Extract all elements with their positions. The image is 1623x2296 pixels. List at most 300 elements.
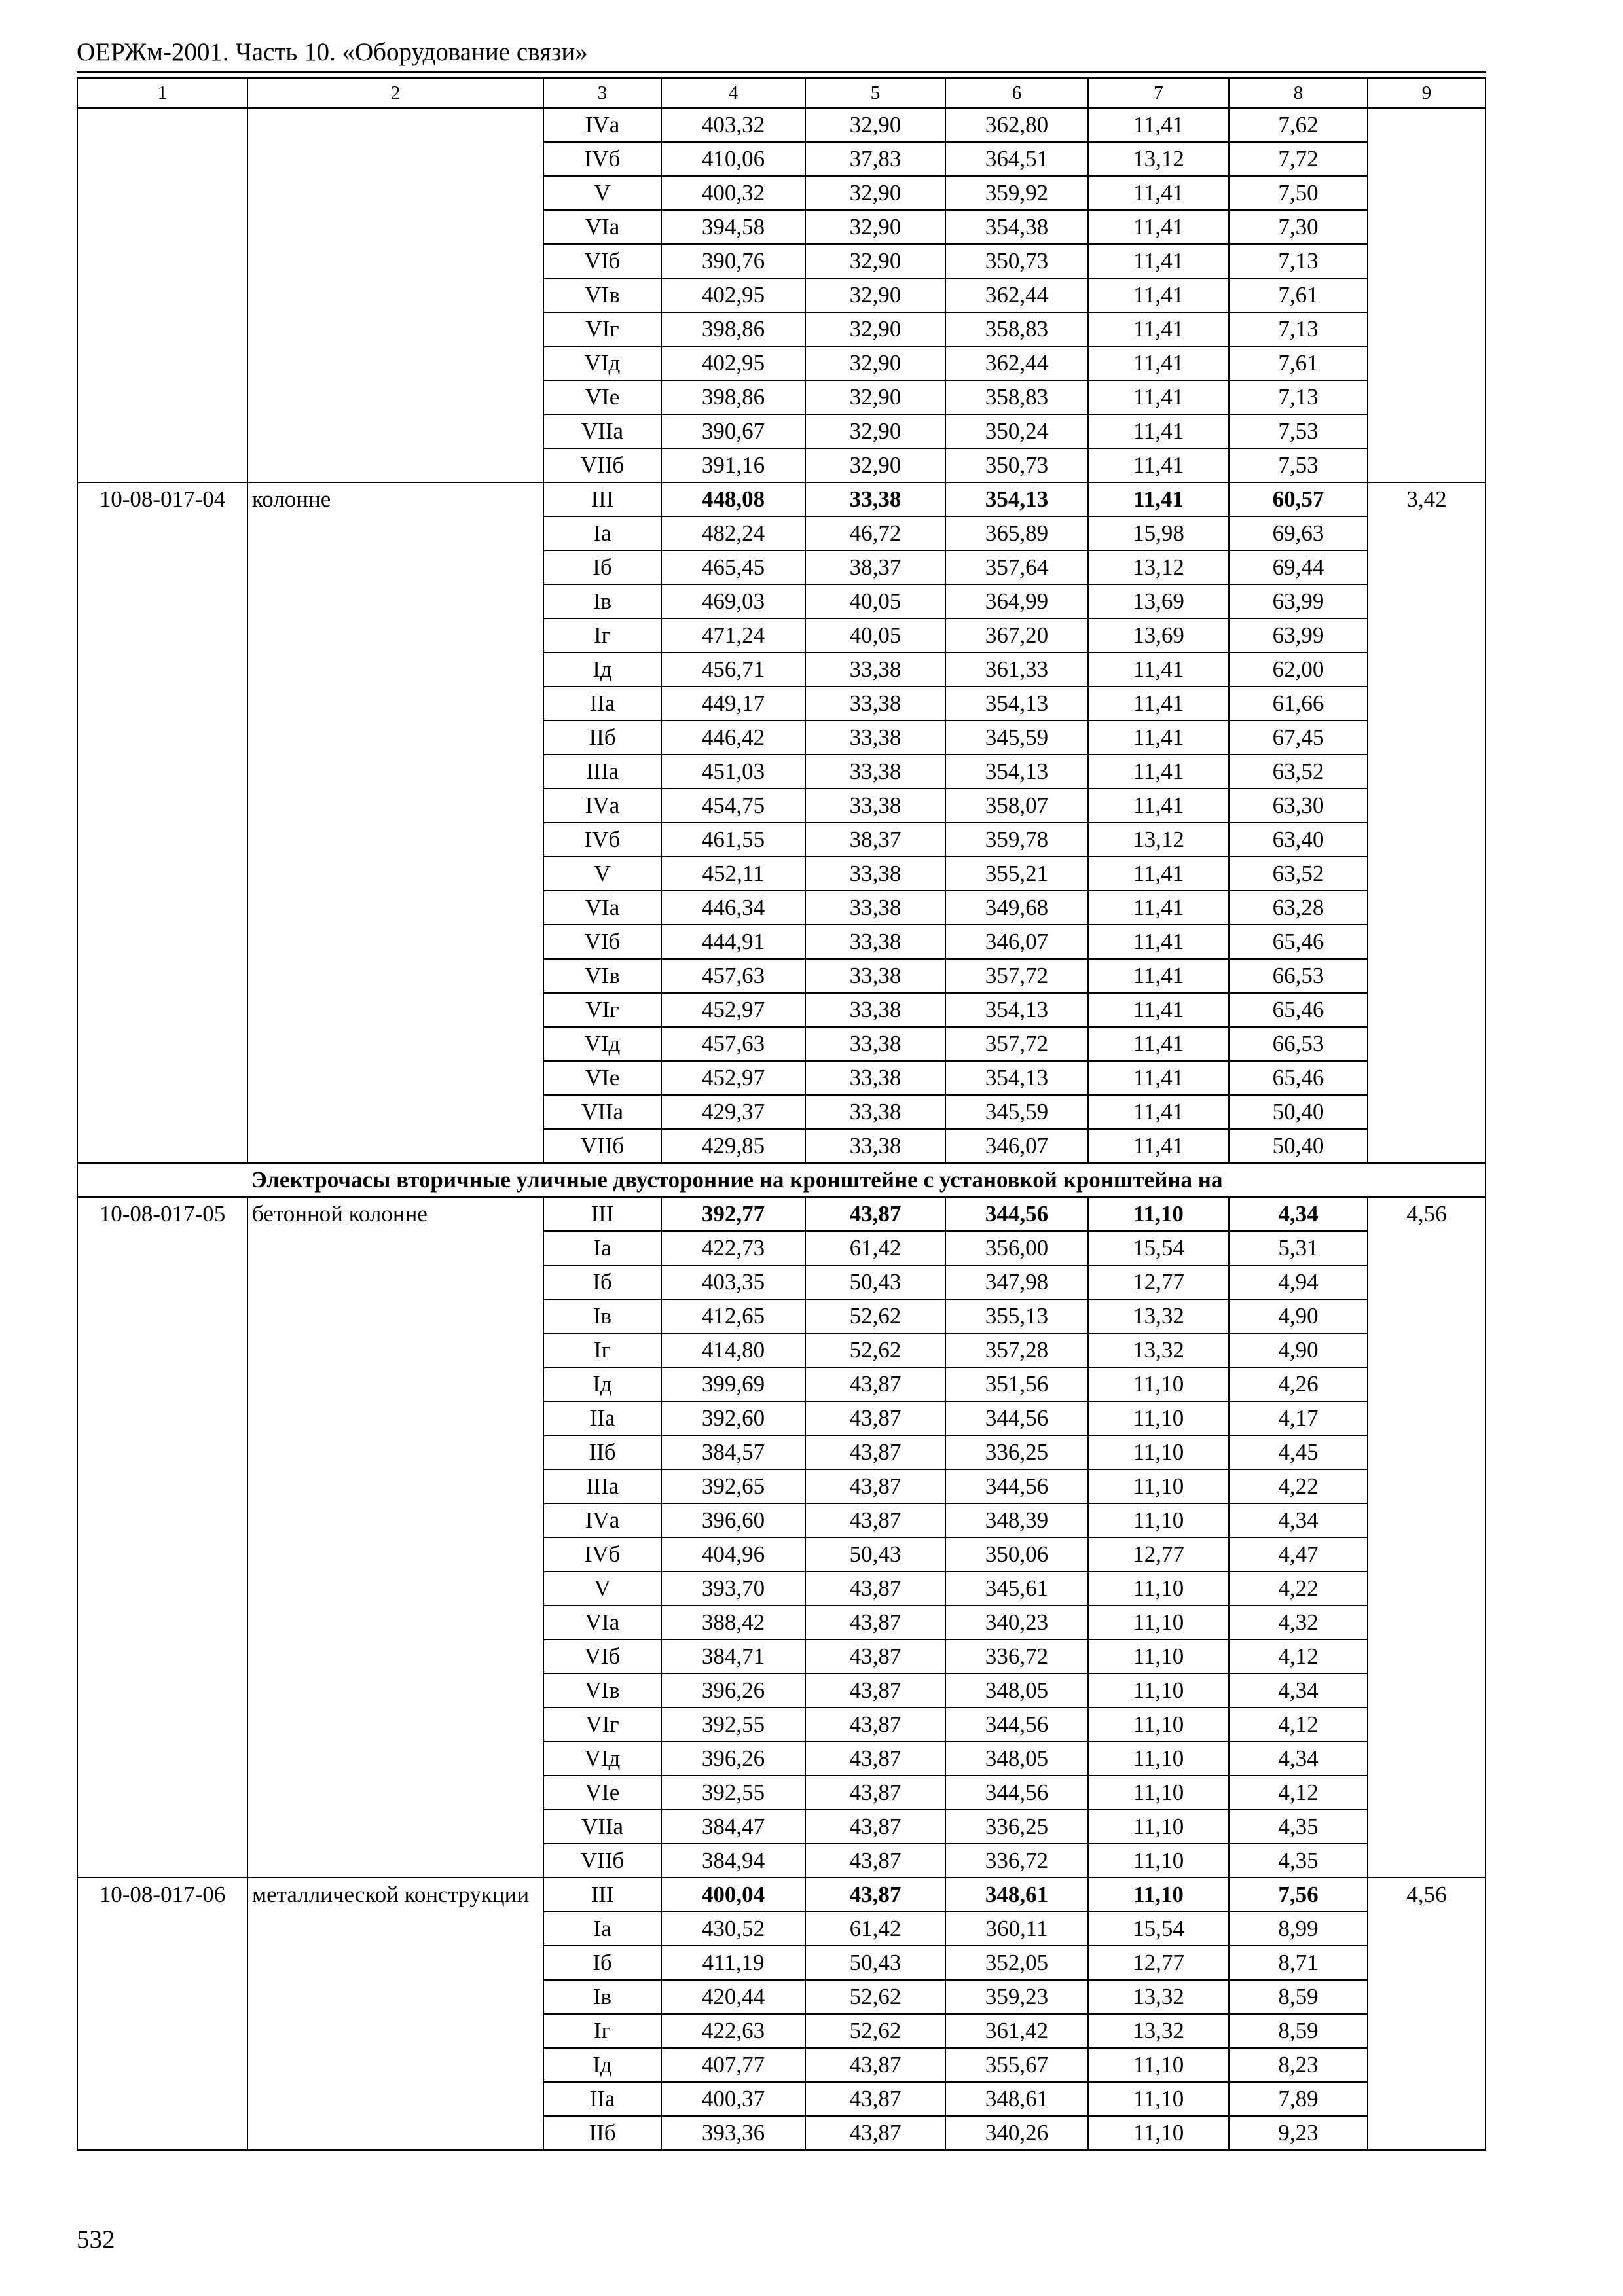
machinist-wages-cell: 11,41 [1088, 176, 1229, 210]
machinist-wages-cell: 11,41 [1088, 448, 1229, 482]
labor-wages-cell: 32,90 [805, 414, 945, 448]
direct-costs-cell: 451,03 [661, 755, 805, 789]
machinist-wages-cell: 11,41 [1088, 380, 1229, 414]
rate-code: 10-08-017-05 [77, 1197, 247, 1878]
machinist-wages-cell: 12,77 [1088, 1946, 1229, 1980]
material-costs-cell: 4,17 [1229, 1401, 1368, 1435]
rate-name: колонне [247, 482, 543, 1163]
section-title: Электрочасы вторичные уличные двусторонние на кронштейне с установкой кронштейна на [247, 1163, 1486, 1197]
machine-costs-cell: 358,83 [945, 380, 1088, 414]
labor-wages-cell: 33,38 [805, 755, 945, 789]
machine-costs-cell: 358,83 [945, 312, 1088, 346]
machine-costs-cell: 355,67 [945, 2048, 1088, 2082]
machinist-wages-cell: 12,77 [1088, 1537, 1229, 1571]
machine-costs-cell: 362,44 [945, 346, 1088, 380]
zone-cell: Iб [543, 550, 661, 584]
material-costs-cell: 4,35 [1229, 1844, 1368, 1878]
direct-costs-cell: 465,45 [661, 550, 805, 584]
machine-costs-cell: 351,56 [945, 1367, 1088, 1401]
rate-code [77, 108, 247, 482]
machine-costs-cell: 349,68 [945, 891, 1088, 925]
zone-cell: III [543, 1878, 661, 1912]
labor-wages-cell: 43,87 [805, 1197, 945, 1231]
material-costs-cell: 7,13 [1229, 380, 1368, 414]
direct-costs-cell: 396,26 [661, 1742, 805, 1776]
machinist-wages-cell: 11,41 [1088, 312, 1229, 346]
machine-costs-cell: 362,44 [945, 278, 1088, 312]
zone-cell: IVа [543, 789, 661, 823]
zone-cell: Iг [543, 619, 661, 653]
machine-costs-cell: 344,56 [945, 1708, 1088, 1742]
machinist-wages-cell: 11,41 [1088, 755, 1229, 789]
direct-costs-cell: 457,63 [661, 1027, 805, 1061]
labor-wages-cell: 33,38 [805, 925, 945, 959]
zone-cell: IIа [543, 1401, 661, 1435]
machine-costs-cell: 350,73 [945, 448, 1088, 482]
material-costs-cell: 65,46 [1229, 993, 1368, 1027]
machinist-wages-cell: 13,69 [1088, 584, 1229, 619]
machinist-wages-cell: 11,41 [1088, 482, 1229, 516]
machinist-wages-cell: 11,10 [1088, 1776, 1229, 1810]
material-costs-cell: 4,90 [1229, 1299, 1368, 1333]
labor-wages-cell: 61,42 [805, 1231, 945, 1265]
direct-costs-cell: 392,65 [661, 1469, 805, 1503]
direct-costs-cell: 402,95 [661, 346, 805, 380]
labor-wages-cell: 32,90 [805, 380, 945, 414]
machinist-wages-cell: 11,10 [1088, 1571, 1229, 1605]
direct-costs-cell: 400,32 [661, 176, 805, 210]
material-costs-cell: 7,13 [1229, 312, 1368, 346]
labor-wages-cell: 38,37 [805, 823, 945, 857]
machinist-wages-cell: 11,10 [1088, 1605, 1229, 1640]
column-number-row [77, 78, 1486, 108]
material-costs-cell: 63,28 [1229, 891, 1368, 925]
zone-cell: V [543, 1571, 661, 1605]
material-costs-cell: 4,12 [1229, 1640, 1368, 1674]
machinist-wages-cell: 12,77 [1088, 1265, 1229, 1299]
zone-cell: VIе [543, 380, 661, 414]
direct-costs-cell: 448,08 [661, 482, 805, 516]
zone-cell: Iд [543, 1367, 661, 1401]
labor-wages-cell: 43,87 [805, 1469, 945, 1503]
zone-cell: VIд [543, 1742, 661, 1776]
direct-costs-cell: 429,85 [661, 1129, 805, 1163]
machinist-wages-cell: 11,10 [1088, 1674, 1229, 1708]
material-costs-cell: 66,53 [1229, 1027, 1368, 1061]
material-costs-cell: 66,53 [1229, 959, 1368, 993]
direct-costs-cell: 407,77 [661, 2048, 805, 2082]
column-number: 3 [543, 78, 661, 108]
machine-costs-cell: 357,72 [945, 1027, 1088, 1061]
labor-wages-cell: 33,38 [805, 1027, 945, 1061]
machinist-wages-cell: 11,41 [1088, 1027, 1229, 1061]
direct-costs-cell: 456,71 [661, 653, 805, 687]
labor-wages-cell: 43,87 [805, 1810, 945, 1844]
zone-cell: Iа [543, 1231, 661, 1265]
labor-wages-cell: 50,43 [805, 1265, 945, 1299]
material-costs-cell: 4,26 [1229, 1367, 1368, 1401]
direct-costs-cell: 446,34 [661, 891, 805, 925]
labor-wages-cell: 52,62 [805, 1980, 945, 2014]
labor-wages-cell: 43,87 [805, 1401, 945, 1435]
rate-code: 10-08-017-06 [77, 1878, 247, 2150]
machinist-wages-cell: 11,41 [1088, 789, 1229, 823]
machinist-wages-cell: 11,10 [1088, 1742, 1229, 1776]
machinist-wages-cell: 13,32 [1088, 2014, 1229, 2048]
machinist-wages-cell: 11,41 [1088, 993, 1229, 1027]
rates-table [77, 77, 1486, 2151]
labor-wages-cell: 43,87 [805, 2116, 945, 2150]
material-costs-cell: 63,52 [1229, 857, 1368, 891]
direct-costs-cell: 411,19 [661, 1946, 805, 1980]
labor-wages-cell: 33,38 [805, 482, 945, 516]
machinist-wages-cell: 11,41 [1088, 1095, 1229, 1129]
labor-wages-cell: 40,05 [805, 619, 945, 653]
machinist-wages-cell: 11,41 [1088, 959, 1229, 993]
zone-cell: VIа [543, 210, 661, 244]
labor-wages-cell: 50,43 [805, 1946, 945, 1980]
machine-costs-cell: 354,13 [945, 993, 1088, 1027]
zone-cell: VIа [543, 1605, 661, 1640]
machine-costs-cell: 345,59 [945, 1095, 1088, 1129]
zone-cell: IIIа [543, 755, 661, 789]
machinist-wages-cell: 11,41 [1088, 108, 1229, 142]
direct-costs-cell: 392,55 [661, 1776, 805, 1810]
rate-code: 10-08-017-04 [77, 482, 247, 1163]
table-row [77, 482, 1486, 516]
zone-cell: IIб [543, 1435, 661, 1469]
column-number: 8 [1229, 78, 1368, 108]
material-costs-cell: 4,90 [1229, 1333, 1368, 1367]
direct-costs-cell: 422,73 [661, 1231, 805, 1265]
material-costs-cell: 65,46 [1229, 1061, 1368, 1095]
material-costs-cell: 7,56 [1229, 1878, 1368, 1912]
labor-wages-cell: 43,87 [805, 1503, 945, 1537]
machinist-wages-cell: 11,10 [1088, 1469, 1229, 1503]
labor-wages-cell: 43,87 [805, 1844, 945, 1878]
machine-costs-cell: 359,92 [945, 176, 1088, 210]
machinist-wages-cell: 13,32 [1088, 1299, 1229, 1333]
table-row [77, 1197, 1486, 1231]
machine-costs-cell: 344,56 [945, 1197, 1088, 1231]
machinist-wages-cell: 11,10 [1088, 1367, 1229, 1401]
zone-cell: VIе [543, 1776, 661, 1810]
zone-cell: VIд [543, 1027, 661, 1061]
material-costs-cell: 4,22 [1229, 1571, 1368, 1605]
labor-wages-cell: 61,42 [805, 1912, 945, 1946]
machine-costs-cell: 367,20 [945, 619, 1088, 653]
direct-costs-cell: 398,86 [661, 380, 805, 414]
labor-wages-cell: 43,87 [805, 1708, 945, 1742]
material-costs-cell: 4,32 [1229, 1605, 1368, 1640]
material-costs-cell: 4,35 [1229, 1810, 1368, 1844]
material-costs-cell: 9,23 [1229, 2116, 1368, 2150]
machinist-wages-cell: 11,41 [1088, 210, 1229, 244]
machine-costs-cell: 344,56 [945, 1401, 1088, 1435]
direct-costs-cell: 420,44 [661, 1980, 805, 2014]
zone-cell: IVб [543, 1537, 661, 1571]
machinist-wages-cell: 11,10 [1088, 1197, 1229, 1231]
machine-costs-cell: 340,26 [945, 2116, 1088, 2150]
section-title-row [77, 1163, 1486, 1197]
material-costs-cell: 8,99 [1229, 1912, 1368, 1946]
rate-name [247, 108, 543, 482]
machinist-wages-cell: 11,10 [1088, 1878, 1229, 1912]
labor-wages-cell: 40,05 [805, 584, 945, 619]
machine-costs-cell: 362,80 [945, 108, 1088, 142]
direct-costs-cell: 390,67 [661, 414, 805, 448]
material-costs-cell: 63,40 [1229, 823, 1368, 857]
direct-costs-cell: 398,86 [661, 312, 805, 346]
zone-cell: IVб [543, 142, 661, 176]
labor-wages-cell: 32,90 [805, 346, 945, 380]
machinist-wages-cell: 15,98 [1088, 516, 1229, 550]
direct-costs-cell: 392,60 [661, 1401, 805, 1435]
machinist-wages-cell: 11,41 [1088, 653, 1229, 687]
labor-hours [1368, 108, 1486, 482]
machine-costs-cell: 361,42 [945, 2014, 1088, 2048]
labor-wages-cell: 32,90 [805, 108, 945, 142]
column-number: 2 [247, 78, 543, 108]
zone-cell: Iа [543, 1912, 661, 1946]
document-header: ОЕРЖм-2001. Часть 10. «Оборудование связи» [77, 38, 588, 66]
direct-costs-cell: 454,75 [661, 789, 805, 823]
zone-cell: VIIа [543, 414, 661, 448]
machine-costs-cell: 354,13 [945, 482, 1088, 516]
material-costs-cell: 60,57 [1229, 482, 1368, 516]
material-costs-cell: 67,45 [1229, 721, 1368, 755]
labor-wages-cell: 43,87 [805, 1742, 945, 1776]
material-costs-cell: 69,63 [1229, 516, 1368, 550]
direct-costs-cell: 469,03 [661, 584, 805, 619]
header-rule [77, 71, 1486, 73]
machine-costs-cell: 348,39 [945, 1503, 1088, 1537]
machinist-wages-cell: 11,41 [1088, 414, 1229, 448]
machine-costs-cell: 346,07 [945, 925, 1088, 959]
zone-cell: Iг [543, 2014, 661, 2048]
labor-wages-cell: 43,87 [805, 1776, 945, 1810]
material-costs-cell: 4,94 [1229, 1265, 1368, 1299]
material-costs-cell: 7,61 [1229, 278, 1368, 312]
zone-cell: VIб [543, 1640, 661, 1674]
machine-costs-cell: 348,61 [945, 1878, 1088, 1912]
material-costs-cell: 5,31 [1229, 1231, 1368, 1265]
machinist-wages-cell: 11,41 [1088, 925, 1229, 959]
direct-costs-cell: 461,55 [661, 823, 805, 857]
machine-costs-cell: 357,28 [945, 1333, 1088, 1367]
material-costs-cell: 65,46 [1229, 925, 1368, 959]
direct-costs-cell: 452,97 [661, 1061, 805, 1095]
machinist-wages-cell: 13,32 [1088, 1333, 1229, 1367]
direct-costs-cell: 412,65 [661, 1299, 805, 1333]
machine-costs-cell: 354,13 [945, 1061, 1088, 1095]
machinist-wages-cell: 11,10 [1088, 2116, 1229, 2150]
labor-wages-cell: 33,38 [805, 1061, 945, 1095]
machine-costs-cell: 364,99 [945, 584, 1088, 619]
machine-costs-cell: 344,56 [945, 1776, 1088, 1810]
zone-cell: IVа [543, 1503, 661, 1537]
material-costs-cell: 8,23 [1229, 2048, 1368, 2082]
machinist-wages-cell: 11,10 [1088, 1844, 1229, 1878]
direct-costs-cell: 471,24 [661, 619, 805, 653]
material-costs-cell: 4,45 [1229, 1435, 1368, 1469]
machine-costs-cell: 359,23 [945, 1980, 1088, 2014]
zone-cell: VIд [543, 346, 661, 380]
material-costs-cell: 63,99 [1229, 584, 1368, 619]
labor-wages-cell: 33,38 [805, 1129, 945, 1163]
machine-costs-cell: 354,38 [945, 210, 1088, 244]
direct-costs-cell: 384,47 [661, 1810, 805, 1844]
zone-cell: VIб [543, 244, 661, 278]
machinist-wages-cell: 13,12 [1088, 550, 1229, 584]
machine-costs-cell: 350,73 [945, 244, 1088, 278]
machine-costs-cell: 357,72 [945, 959, 1088, 993]
labor-wages-cell: 38,37 [805, 550, 945, 584]
material-costs-cell: 4,34 [1229, 1742, 1368, 1776]
direct-costs-cell: 393,36 [661, 2116, 805, 2150]
machinist-wages-cell: 11,10 [1088, 1401, 1229, 1435]
machine-costs-cell: 358,07 [945, 789, 1088, 823]
material-costs-cell: 4,47 [1229, 1537, 1368, 1571]
machine-costs-cell: 350,06 [945, 1537, 1088, 1571]
labor-wages-cell: 52,62 [805, 1333, 945, 1367]
labor-wages-cell: 32,90 [805, 210, 945, 244]
material-costs-cell: 4,22 [1229, 1469, 1368, 1503]
labor-wages-cell: 43,87 [805, 2048, 945, 2082]
direct-costs-cell: 410,06 [661, 142, 805, 176]
labor-wages-cell: 33,38 [805, 687, 945, 721]
material-costs-cell: 8,59 [1229, 2014, 1368, 2048]
direct-costs-cell: 399,69 [661, 1367, 805, 1401]
rate-name: бетонной колонне [247, 1197, 543, 1878]
zone-cell: IIIа [543, 1469, 661, 1503]
zone-cell: IIа [543, 2082, 661, 2116]
zone-cell: Iв [543, 1299, 661, 1333]
machinist-wages-cell: 11,10 [1088, 1503, 1229, 1537]
machinist-wages-cell: 11,41 [1088, 278, 1229, 312]
labor-hours: 4,56 [1368, 1197, 1486, 1878]
machinist-wages-cell: 15,54 [1088, 1912, 1229, 1946]
machinist-wages-cell: 11,10 [1088, 2048, 1229, 2082]
direct-costs-cell: 449,17 [661, 687, 805, 721]
zone-cell: Iв [543, 1980, 661, 2014]
direct-costs-cell: 384,57 [661, 1435, 805, 1469]
direct-costs-cell: 391,16 [661, 448, 805, 482]
zone-cell: IVб [543, 823, 661, 857]
labor-wages-cell: 52,62 [805, 2014, 945, 2048]
direct-costs-cell: 452,97 [661, 993, 805, 1027]
material-costs-cell: 7,13 [1229, 244, 1368, 278]
machinist-wages-cell: 11,41 [1088, 687, 1229, 721]
labor-wages-cell: 43,87 [805, 1878, 945, 1912]
labor-wages-cell: 33,38 [805, 1095, 945, 1129]
machine-costs-cell: 354,13 [945, 755, 1088, 789]
direct-costs-cell: 402,95 [661, 278, 805, 312]
machine-costs-cell: 348,05 [945, 1742, 1088, 1776]
machinist-wages-cell: 11,41 [1088, 244, 1229, 278]
machine-costs-cell: 336,25 [945, 1810, 1088, 1844]
material-costs-cell: 7,30 [1229, 210, 1368, 244]
material-costs-cell: 7,72 [1229, 142, 1368, 176]
machine-costs-cell: 357,64 [945, 550, 1088, 584]
column-number: 1 [77, 78, 247, 108]
column-number: 5 [805, 78, 945, 108]
machinist-wages-cell: 11,41 [1088, 857, 1229, 891]
machinist-wages-cell: 11,10 [1088, 1708, 1229, 1742]
machine-costs-cell: 352,05 [945, 1946, 1088, 1980]
material-costs-cell: 63,52 [1229, 755, 1368, 789]
machine-costs-cell: 361,33 [945, 653, 1088, 687]
material-costs-cell: 7,62 [1229, 108, 1368, 142]
material-costs-cell: 61,66 [1229, 687, 1368, 721]
table-row [77, 1878, 1486, 1912]
column-number: 6 [945, 78, 1088, 108]
direct-costs-cell: 400,04 [661, 1878, 805, 1912]
material-costs-cell: 7,50 [1229, 176, 1368, 210]
material-costs-cell: 63,30 [1229, 789, 1368, 823]
labor-wages-cell: 33,38 [805, 959, 945, 993]
labor-wages-cell: 33,38 [805, 721, 945, 755]
machinist-wages-cell: 11,41 [1088, 346, 1229, 380]
material-costs-cell: 63,99 [1229, 619, 1368, 653]
machine-costs-cell: 350,24 [945, 414, 1088, 448]
column-number: 9 [1368, 78, 1486, 108]
labor-hours: 4,56 [1368, 1878, 1486, 2150]
material-costs-cell: 8,71 [1229, 1946, 1368, 1980]
labor-wages-cell: 32,90 [805, 244, 945, 278]
direct-costs-cell: 429,37 [661, 1095, 805, 1129]
machinist-wages-cell: 11,10 [1088, 1435, 1229, 1469]
zone-cell: III [543, 1197, 661, 1231]
zone-cell: VIг [543, 1708, 661, 1742]
direct-costs-cell: 392,55 [661, 1708, 805, 1742]
zone-cell: VIIб [543, 448, 661, 482]
material-costs-cell: 4,12 [1229, 1776, 1368, 1810]
machine-costs-cell: 347,98 [945, 1265, 1088, 1299]
zone-cell: VIIа [543, 1095, 661, 1129]
zone-cell: Iд [543, 2048, 661, 2082]
machinist-wages-cell: 11,41 [1088, 721, 1229, 755]
material-costs-cell: 69,44 [1229, 550, 1368, 584]
zone-cell: IVа [543, 108, 661, 142]
labor-wages-cell: 43,87 [805, 1640, 945, 1674]
direct-costs-cell: 444,91 [661, 925, 805, 959]
column-number: 7 [1088, 78, 1229, 108]
zone-cell: VIе [543, 1061, 661, 1095]
labor-wages-cell: 43,87 [805, 1674, 945, 1708]
machine-costs-cell: 336,72 [945, 1844, 1088, 1878]
machinist-wages-cell: 13,12 [1088, 823, 1229, 857]
material-costs-cell: 62,00 [1229, 653, 1368, 687]
material-costs-cell: 4,34 [1229, 1197, 1368, 1231]
machinist-wages-cell: 11,41 [1088, 1061, 1229, 1095]
machine-costs-cell: 359,78 [945, 823, 1088, 857]
machine-costs-cell: 356,00 [945, 1231, 1088, 1265]
zone-cell: VIв [543, 278, 661, 312]
material-costs-cell: 50,40 [1229, 1095, 1368, 1129]
direct-costs-cell: 393,70 [661, 1571, 805, 1605]
direct-costs-cell: 396,26 [661, 1674, 805, 1708]
direct-costs-cell: 403,35 [661, 1265, 805, 1299]
machine-costs-cell: 345,61 [945, 1571, 1088, 1605]
zone-cell: Iв [543, 584, 661, 619]
direct-costs-cell: 422,63 [661, 2014, 805, 2048]
direct-costs-cell: 446,42 [661, 721, 805, 755]
labor-wages-cell: 33,38 [805, 993, 945, 1027]
direct-costs-cell: 396,60 [661, 1503, 805, 1537]
machinist-wages-cell: 15,54 [1088, 1231, 1229, 1265]
direct-costs-cell: 482,24 [661, 516, 805, 550]
